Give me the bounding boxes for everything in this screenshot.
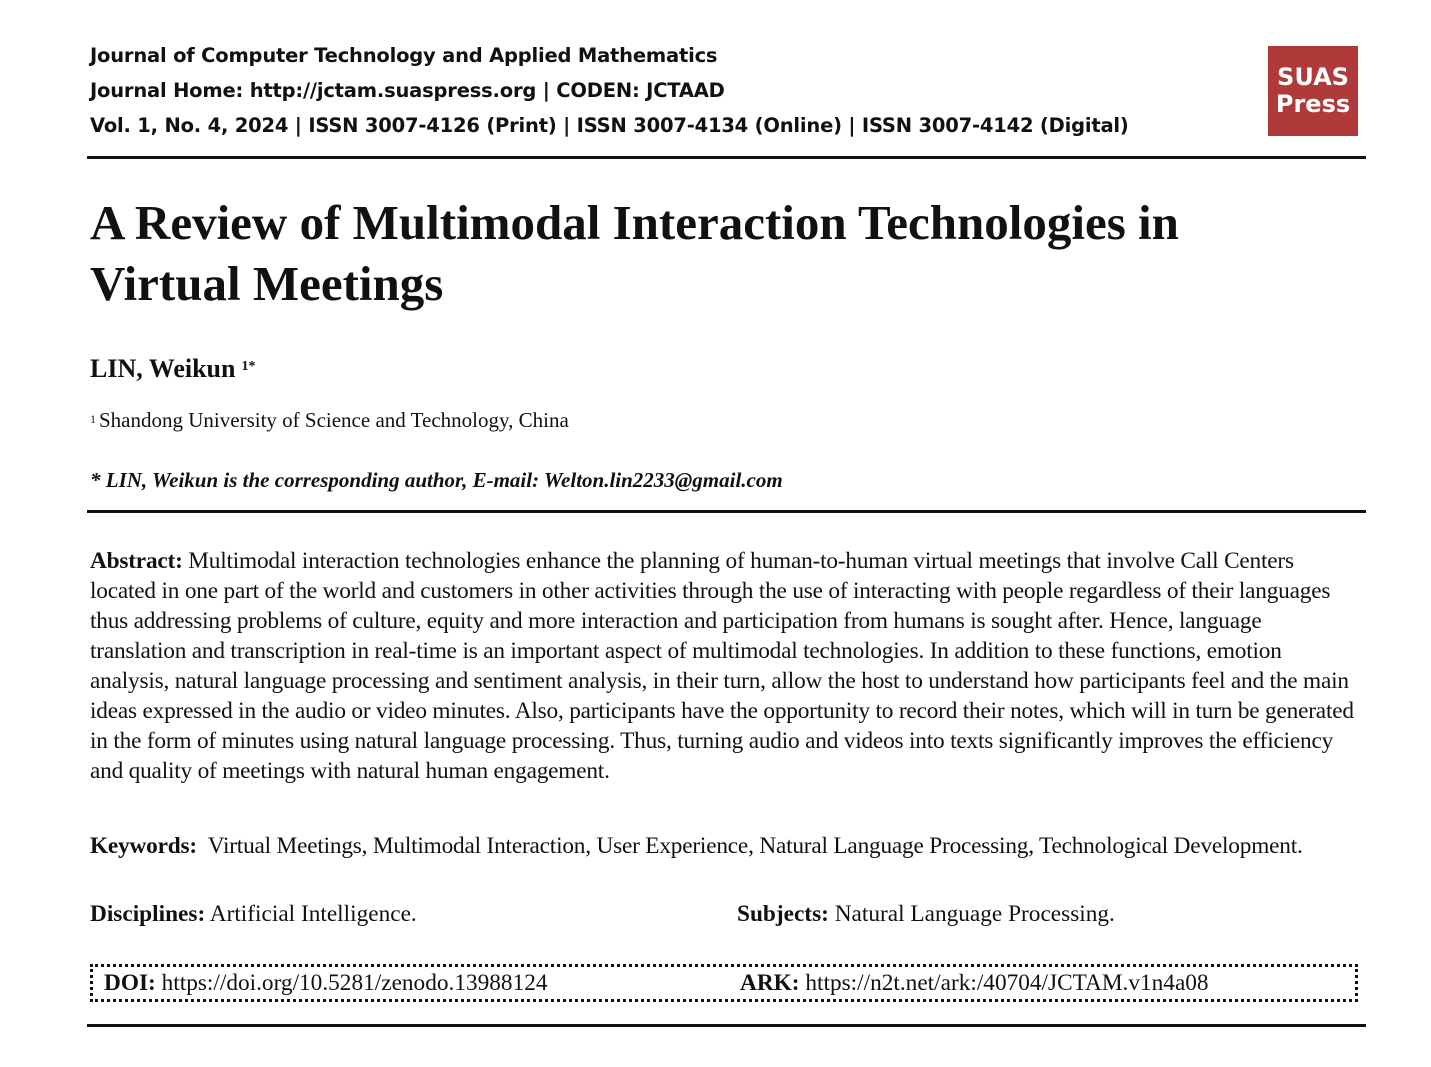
ark-link[interactable]: https://n2t.net/ark:/40704/JCTAM.v1n4a08 [805,970,1209,996]
keywords [90,831,1330,861]
ark [740,968,1209,998]
doi [104,968,548,998]
affiliation-text: Shandong University of Science and Technology, China [99,408,569,432]
abstract-text: Multimodal interaction technologies enhance the planning of human-to-human virtual meetings that involve Call Centers located in one part of the world and customers in other activities through the use of interacting with people regardless of their languages thus addressing problems of culture, equity and more interaction and participation from humans is sought after. Hence, language translation and transcription in real-time is an important aspect of multimodal technologies. In addition to these functions, emotion analysis, natural language processing and sentiment analysis, in their turn, allow the host to understand how participants feel and the main ideas expressed in the audio or video minutes. Also, participants have the opportunity to record their notes, which will in turn be generated in the form of minutes using natural language processing. Thus, turning audio and videos into texts significantly improves the efficiency and quality of meetings with natural human engagement. [90,548,1354,784]
header-rule [87,156,1366,159]
abstract-label: Abstract: [90,548,183,574]
disciplines-label: Disciplines: [90,901,206,927]
author-superscript: 1* [241,359,256,374]
doi-label: DOI: [104,970,156,996]
journal-name: Journal of Computer Technology and Applied Mathematics [90,44,718,67]
abstract [90,546,1358,786]
paper-title: A Review of Multimodal Interaction Technologies in Virtual Meetings [90,195,1179,311]
disciplines-text: Artificial Intelligence. [209,901,417,927]
author-line [90,352,255,386]
divider-rule [87,510,1366,513]
footer-rule [87,1024,1366,1027]
logo-line-2: Press [1275,90,1351,118]
ark-label: ARK: [740,970,800,996]
doi-link[interactable]: https://doi.org/10.5281/zenodo.13988124 [161,970,548,996]
subjects [737,899,1115,929]
suas-press-logo [1268,46,1358,136]
disciplines [90,899,417,929]
journal-header [90,38,1250,143]
subjects-text: Natural Language Processing. [834,901,1115,927]
corresponding-author: * LIN, Weikun is the corresponding author, E-mail: Welton.lin2233@gmail.com [90,468,783,492]
keywords-text: Virtual Meetings, Multimodal Interaction, User Experience, Natural Language Processing, Technological Development. [207,833,1303,859]
affiliation [90,406,569,434]
keywords-label: Keywords: [90,833,197,859]
logo-line-1: SUAS [1277,63,1349,91]
subjects-label: Subjects: [737,901,829,927]
author-name: LIN, Weikun [90,354,236,383]
affiliation-superscript: 1 [90,412,96,426]
journal-home: Journal Home: http://jctam.suaspress.org | CODEN: JCTAAD [90,79,725,102]
journal-volume-issn: Vol. 1, No. 4, 2024 | ISSN 3007-4126 (Print) | ISSN 3007-4134 (Online) | ISSN 3007-4142 (Digital) [90,114,1129,137]
